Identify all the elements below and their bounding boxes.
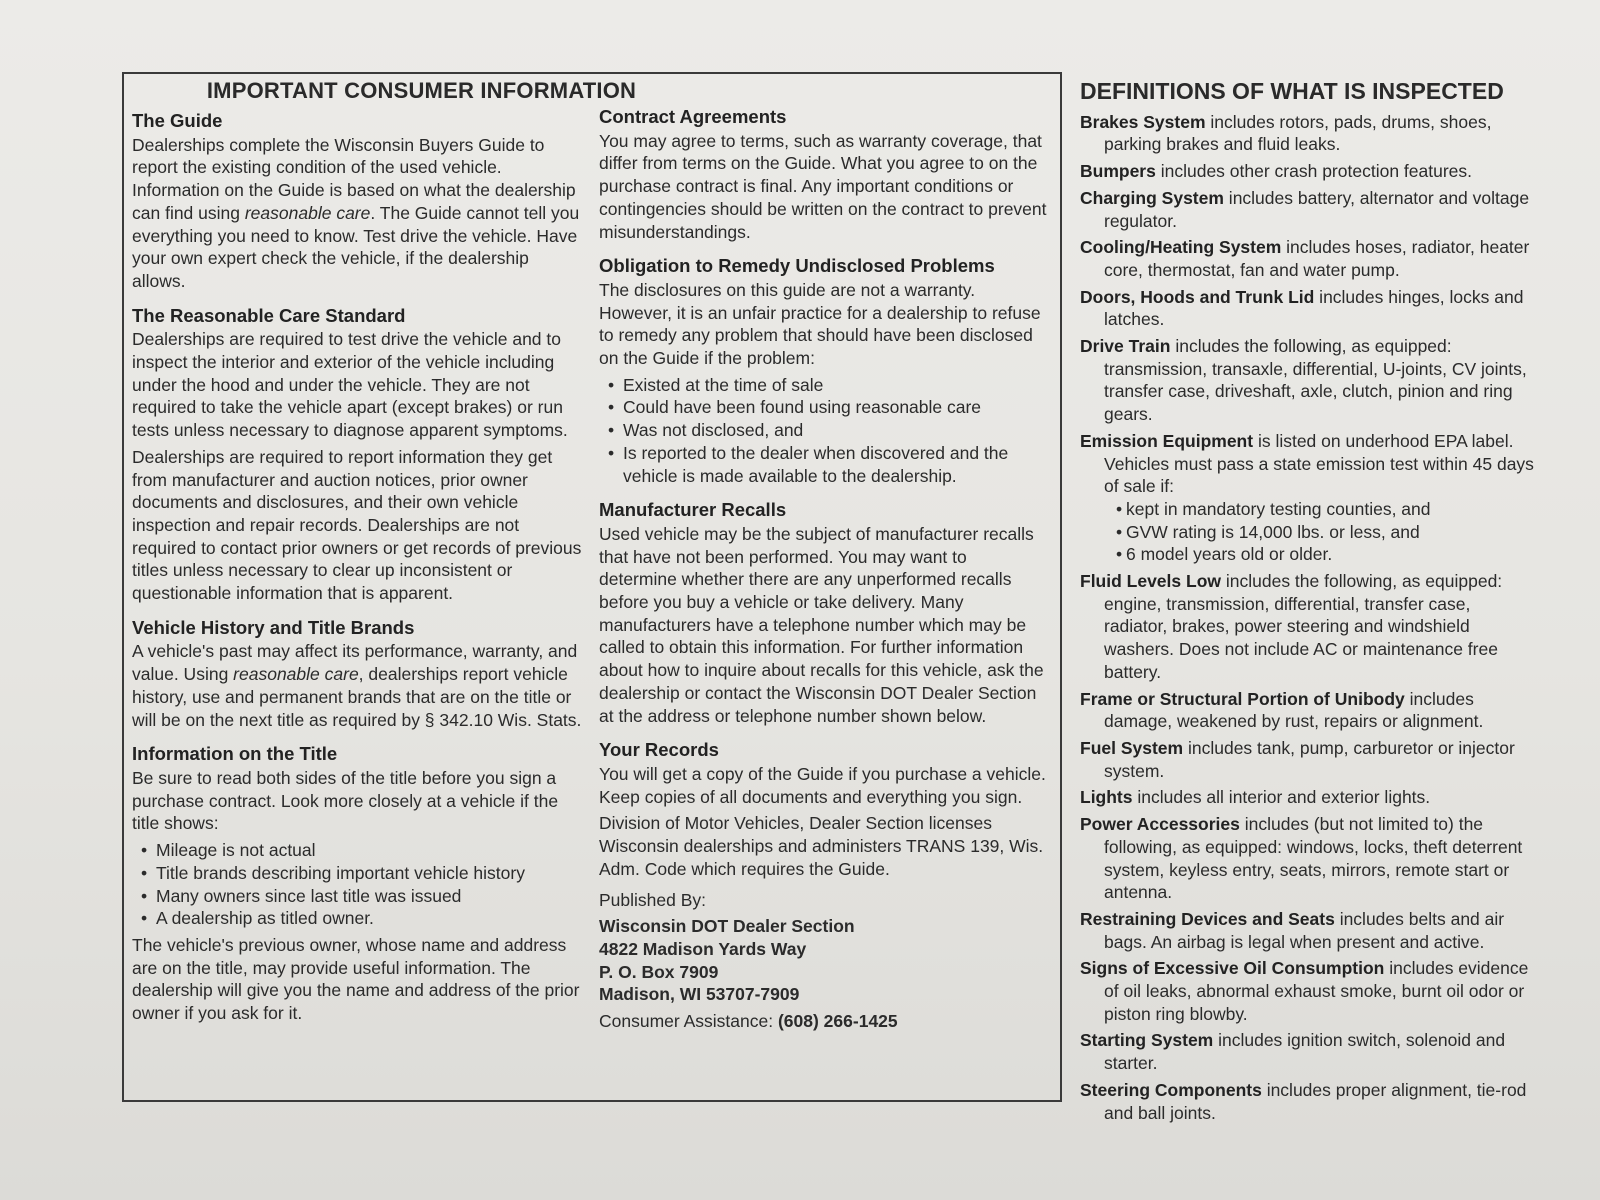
list-item: • 6 model years old or older. <box>1126 543 1535 566</box>
list-item: • Could have been found using reasonable care <box>623 396 1049 419</box>
emission-bullets <box>1104 498 1535 566</box>
section-heading-contract: Contract Agreements <box>599 106 787 127</box>
definition-item: Restraining Devices and Seats includes belts and air bags. An airbag is legal when present and active. <box>1080 908 1505 952</box>
consumer-info-box <box>122 72 1062 1102</box>
consumer-assistance: Consumer Assistance: (608) 266-1425 <box>599 1011 898 1032</box>
assistance-phone: (608) 266-1425 <box>777 1011 898 1032</box>
published-by-label: Published By: <box>599 889 707 910</box>
contract-paragraph: You may agree to terms, such as warranty coverage, that differ from terms on the Guide. What you agree to on the purchase contract is final. Any important conditions or contingencies should be written on the contract to prevent misunderstandings. <box>599 130 1047 242</box>
definition-item: Emission Equipment is listed on underhood EPA label. Vehicles must pass a state emission test within 45 days of sale if: • kept in mandatory testing counties, and • GVW rating is 14,000 lbs. or less, and • 6 model years old or older. <box>1080 430 1535 566</box>
list-item: • Existed at the time of sale <box>623 374 1049 397</box>
records-paragraph-1: You will get a copy of the Guide if you purchase a vehicle. Keep copies of all documents and everything you sign. <box>599 763 1046 807</box>
consumer-info-title: IMPORTANT CONSUMER INFORMATION <box>206 78 637 103</box>
history-paragraph: A vehicle's past may affect its performance, warranty, and value. Using reasonable care, dealerships report vehicle history, use and permanent brands that are on the title or will be on the next title as required by § 342.10 Wis. Stats. <box>132 641 582 730</box>
list-item: • A dealership as titled owner. <box>156 907 582 930</box>
section-heading-obligation: Obligation to Remedy Undisclosed Problems <box>599 255 995 277</box>
definition-item: Doors, Hoods and Trunk Lid includes hinges, locks and latches. <box>1080 286 1524 330</box>
definition-item: Brakes System includes rotors, pads, drums, shoes, parking brakes and fluid leaks. <box>1080 111 1492 155</box>
list-item: • GVW rating is 14,000 lbs. or less, and <box>1126 521 1535 544</box>
section-heading-records: Your Records <box>599 739 719 761</box>
list-item: • Title brands describing important vehicle history <box>156 862 582 885</box>
records-paragraph-2: Division of Motor Vehicles, Dealer Section licenses Wisconsin dealerships and administers TRANS 139, Wis. Adm. Code which requires the Guide. <box>599 813 1044 879</box>
publisher-line: Madison, WI 53707-7909 <box>599 984 800 1005</box>
consumer-info-column-2 <box>599 106 1049 1037</box>
recalls-paragraph: Used vehicle may be the subject of manufacturer recalls that have not been performed. You may want to determine whether there are any unperformed recalls before you buy a vehicle or take delivery. Many manufacturers have a telephone number which may be called to obtain this information. For further information about how to inquire about recalls for this vehicle, ask the dealership or contact the Wisconsin DOT Dealer Section at the address or telephone number shown below. <box>599 523 1044 726</box>
publisher-address <box>599 915 1049 1006</box>
definitions-column <box>1080 80 1535 1128</box>
definition-item: Fluid Levels Low includes the following, as equipped: engine, transmission, differential, transfer case, radiator, brakes, power steering and windshield washers. Does not include AC or maintenance free battery. <box>1080 571 1503 682</box>
guide-paragraph: Dealerships complete the Wisconsin Buyers Guide to report the existing condition of the used vehicle. Information on the Guide is based on what the dealership can find using reasonable care. The Guide cannot tell you everything you need to know. Test drive the vehicle. Have your own expert check the vehicle, if the dealership allows. <box>132 134 580 291</box>
publisher-line: P. O. Box 7909 <box>599 961 719 982</box>
obligation-paragraph: The disclosures on this guide are not a warranty. However, it is an unfair practice for a dealership to refuse to remedy any problem that should have been disclosed on the Guide if the problem: <box>599 279 1041 369</box>
publisher-line: 4822 Madison Yards Way <box>599 938 807 959</box>
definition-item: Fuel System includes tank, pump, carburetor or injector system. <box>1080 737 1515 781</box>
list-item: • kept in mandatory testing counties, and <box>1126 498 1535 521</box>
definition-item: Power Accessories includes (but not limited to) the following, as equipped: windows, locks, theft deterrent system, keyless entry, seats, mirrors, remote start or antenna. <box>1080 814 1523 903</box>
consumer-info-column-1 <box>132 110 582 1029</box>
definition-item: Signs of Excessive Oil Consumption includes evidence of oil leaks, abnormal exhaust smoke, burnt oil odor or piston ring blowby. <box>1080 958 1529 1024</box>
section-heading-recalls: Manufacturer Recalls <box>599 499 787 521</box>
definition-item: Charging System includes battery, alternator and voltage regulator. <box>1080 187 1530 231</box>
section-heading-reasonable-care: The Reasonable Care Standard <box>132 304 406 326</box>
obligation-bullets <box>599 374 1049 488</box>
definitions-title: DEFINITIONS OF WHAT IS INSPECTED <box>1080 78 1504 104</box>
definition-item: Cooling/Heating System includes hoses, radiator, heater core, thermostat, fan and water pump. <box>1080 237 1530 280</box>
section-heading-guide: The Guide <box>132 110 223 131</box>
title-info-bullets <box>132 839 582 930</box>
definition-item: Starting System includes ignition switch, solenoid and starter. <box>1080 1030 1506 1074</box>
definition-item: Frame or Structural Portion of Unibody includes damage, weakened by rust, repairs or alignment. <box>1080 688 1484 732</box>
list-item: • Was not disclosed, and <box>623 419 1049 442</box>
reasonable-care-paragraph-2: Dealerships are required to report information they get from manufacturer and auction notices, prior owner documents and disclosures, and their own vehicle inspection and repair records. Dealerships are not required to contact prior owners or get records of previous titles unless necessary to clear up inconsistent or questionable information that is apparent. <box>132 446 582 604</box>
list-item: • Many owners since last title was issued <box>156 885 582 908</box>
title-info-paragraph-2: The vehicle's previous owner, whose name and address are on the title, may provide useful information. The dealership will give you the name and address of the prior owner if you ask for it. <box>132 934 580 1024</box>
list-item: • Is reported to the dealer when discovered and the vehicle is made available to the dealership. <box>623 442 1049 487</box>
section-heading-title-info: Information on the Title <box>132 743 338 765</box>
definition-item: Bumpers includes other crash protection features. <box>1080 161 1473 182</box>
definition-item: Steering Components includes proper alignment, tie-rod and ball joints. <box>1080 1079 1527 1123</box>
publisher-line: Wisconsin DOT Dealer Section <box>599 916 855 937</box>
definition-item: Drive Train includes the following, as equipped: transmission, transaxle, differential, U-joints, CV joints, transfer case, driveshaft, axle, clutch, pinion and ring gears. <box>1080 336 1527 425</box>
definition-item: Lights includes all interior and exterior lights. <box>1080 787 1431 808</box>
title-info-paragraph-1: Be sure to read both sides of the title before you sign a purchase contract. Look more closely at a vehicle if the title shows: <box>132 767 559 834</box>
list-item: • Mileage is not actual <box>156 839 582 862</box>
reasonable-care-paragraph-1: Dealerships are required to test drive the vehicle and to inspect the interior and exterior of the vehicle including under the hood and under the vehicle. They are not required to take the vehicle apart (except brakes) or run tests unless necessary to diagnose apparent symptoms. <box>132 329 568 441</box>
section-heading-history: Vehicle History and Title Brands <box>132 616 415 638</box>
